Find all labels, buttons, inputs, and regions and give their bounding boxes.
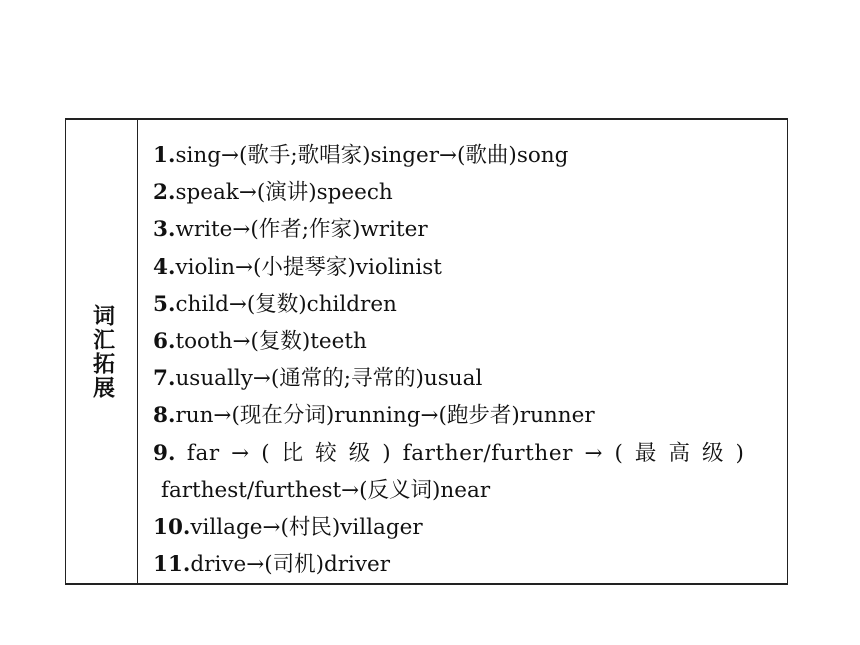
entry-text: write→(作者;作家)writer <box>175 217 428 243</box>
vocab-entry <box>153 435 787 472</box>
entry-number: 9. <box>153 440 176 466</box>
vocab-entry <box>153 360 787 397</box>
entry-text: sing→(歌手;歌唱家)singer→(歌曲)song <box>175 143 569 168</box>
entry-text: run→(现在分词)running→(跑步者)runner <box>175 403 595 429</box>
section-label-cell <box>66 120 138 583</box>
vocab-entry-continuation <box>153 472 787 509</box>
vocab-entry <box>153 546 787 583</box>
entry-text: far → ( 比 较 级 ) farther/further → ( 最 高 级 ) <box>175 440 745 466</box>
entry-text: speak→(演讲)speech <box>175 180 393 206</box>
vocab-entry <box>153 211 787 248</box>
vocab-entry <box>153 509 787 546</box>
vocab-entry <box>153 323 787 360</box>
vocabulary-table <box>65 118 788 585</box>
vocab-entry <box>153 174 787 211</box>
vocab-entry <box>153 249 787 286</box>
entry-text: village→(村民)villager <box>190 515 423 541</box>
entry-number: 2. <box>153 180 176 206</box>
vocab-entry <box>153 137 787 174</box>
entry-number: 3. <box>153 217 176 243</box>
entry-number: 6. <box>153 329 176 355</box>
entry-text: farthest/furthest→(反义词)near <box>161 477 491 503</box>
entry-number: 8. <box>153 403 176 429</box>
entry-number: 11. <box>153 552 191 578</box>
section-label: 词汇拓展 <box>89 303 115 400</box>
entry-number: 4. <box>153 254 176 280</box>
vocab-entry <box>153 286 787 323</box>
entry-number: 5. <box>153 291 176 317</box>
entry-number: 1. <box>153 143 176 168</box>
entry-text: tooth→(复数)teeth <box>175 329 367 355</box>
entry-text: drive→(司机)driver <box>190 552 391 578</box>
entry-text: violin→(小提琴家)violinist <box>175 254 442 280</box>
entry-number: 10. <box>153 515 191 541</box>
entry-text: child→(复数)children <box>175 291 397 317</box>
entry-text: usually→(通常的;寻常的)usual <box>175 366 483 392</box>
entry-number: 7. <box>153 366 176 392</box>
vocabulary-list <box>138 120 787 583</box>
vocab-entry <box>153 397 787 434</box>
